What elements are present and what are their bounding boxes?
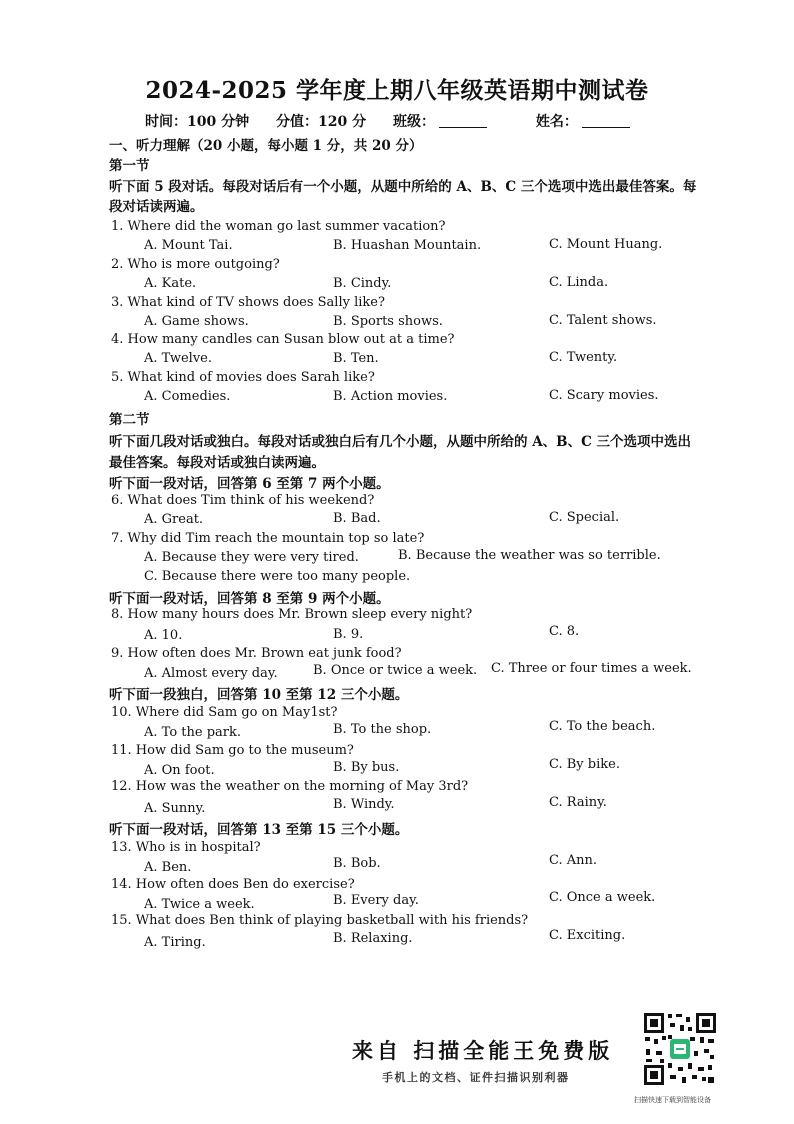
question-group-heading: 听下面一段对话，回答第 13 至第 15 三个小题。	[109, 822, 409, 838]
option-b: B. To the shop.	[333, 722, 432, 737]
name-blank	[582, 127, 630, 128]
option-a: A. Kate.	[144, 276, 197, 291]
question-text: 5. What kind of movies does Sarah like?	[111, 370, 375, 385]
question-text: 2. Who is more outgoing?	[111, 257, 280, 272]
option-b: B. Ten.	[333, 351, 379, 366]
scanner-slogan: 手机上的文档、证件扫描识别利器	[382, 1071, 570, 1084]
option-c: C. Mount Huang.	[549, 237, 663, 252]
option-b: B. Because the weather was so terrible.	[398, 548, 661, 563]
question-text: 15. What does Ben think of playing basketball with his friends?	[111, 913, 529, 928]
option-b: B. 9.	[333, 627, 364, 642]
option-c: C. Because there were too many people.	[144, 569, 411, 584]
option-b: B. Huashan Mountain.	[333, 238, 482, 253]
option-a: A. Twelve.	[144, 351, 213, 366]
question-text: 4. How many candles can Susan blow out at a time?	[111, 332, 455, 347]
question-text: 3. What kind of TV shows does Sally like?	[111, 295, 385, 310]
option-c: C. Linda.	[549, 275, 609, 290]
question-text: 9. How often does Mr. Brown eat junk food?	[111, 646, 402, 661]
question-group-heading: 听下面一段独白，回答第 10 至第 12 三个小题。	[109, 687, 409, 703]
option-c: C. To the beach.	[549, 719, 656, 734]
class-label: 班级：	[392, 114, 435, 130]
section-label: 第一节	[109, 158, 150, 174]
option-c: C. Rainy.	[549, 795, 607, 810]
option-a: A. Because they were very tired.	[144, 550, 359, 565]
time-info: 时间：100 分钟	[145, 114, 250, 130]
option-b: B. By bus.	[333, 760, 400, 775]
option-a: A. To the park.	[144, 725, 241, 740]
option-a: A. Ben.	[144, 860, 192, 875]
option-b: B. Every day.	[333, 893, 419, 908]
option-a: A. Tiring.	[144, 935, 206, 950]
question-text: 11. How did Sam go to the museum?	[111, 743, 354, 758]
scanner-brand: 来自 扫描全能王免费版	[352, 1038, 614, 1063]
score-info: 分值：120 分	[275, 114, 367, 130]
option-c: C. Ann.	[549, 853, 598, 868]
section-instruction: 段对话读两遍。	[109, 199, 204, 215]
question-text: 13. Who is in hospital?	[111, 840, 261, 855]
option-c: C. Twenty.	[549, 350, 618, 365]
option-c: C. Exciting.	[549, 928, 626, 943]
name-field	[536, 114, 652, 130]
question-text: 6. What does Tim think of his weekend?	[111, 493, 375, 508]
question-text: 12. How was the weather on the morning of May 3rd?	[111, 779, 469, 794]
question-text: 7. Why did Tim reach the mountain top so late?	[111, 531, 425, 546]
option-b: B. Windy.	[333, 797, 395, 812]
class-field	[393, 114, 509, 130]
option-a: A. Great.	[144, 512, 204, 527]
option-a: A. Game shows.	[144, 314, 249, 329]
question-group-heading: 听下面一段对话，回答第 6 至第 7 两个小题。	[109, 476, 390, 492]
option-b: B. Action movies.	[333, 389, 448, 404]
section-label: 第二节	[109, 412, 150, 428]
section-instruction: 听下面 5 段对话。每段对话后有一个小题，从题中所给的 A、B、C 三个选项中选出最佳答案。每	[109, 179, 697, 195]
option-a: A. Sunny.	[144, 801, 206, 816]
option-a: A. Mount Tai.	[144, 238, 233, 253]
page-title: 2024-2025 学年度上期八年级英语期中测试卷	[145, 77, 649, 104]
option-a: A. Almost every day.	[144, 666, 278, 681]
qr-code-icon	[642, 1011, 718, 1087]
option-b: B. Sports shows.	[333, 314, 443, 329]
option-c: C. Three or four times a week.	[491, 661, 692, 676]
qr-caption: 扫描快速下载到智能设备	[634, 1096, 711, 1104]
question-text: 8. How many hours does Mr. Brown sleep every night?	[111, 607, 473, 622]
option-c: C. Special.	[549, 510, 620, 525]
option-b: B. Cindy.	[333, 276, 392, 291]
option-b: B. Relaxing.	[333, 931, 413, 946]
section-instruction: 听下面几段对话或独白。每段对话或独白后有几个小题，从题中所给的 A、B、C 三个选项中选出	[109, 434, 692, 450]
option-c: C. Scary movies.	[549, 388, 659, 403]
option-a: A. On foot.	[144, 763, 215, 778]
option-c: C. 8.	[549, 624, 580, 639]
option-b: B. Bad.	[333, 511, 381, 526]
exam-meta	[145, 111, 674, 131]
part-heading: 一、听力理解（20 小题，每小题 1 分，共 20 分）	[109, 138, 423, 154]
option-a: A. Comedies.	[144, 389, 231, 404]
option-c: C. By bike.	[549, 757, 620, 772]
option-c: C. Once a week.	[549, 890, 656, 905]
class-blank	[439, 127, 487, 128]
question-text: 1. Where did the woman go last summer vacation?	[111, 219, 446, 234]
option-c: C. Talent shows.	[549, 313, 657, 328]
section-instruction: 最佳答案。每段对话或独白读两遍。	[109, 455, 325, 471]
option-b: B. Once or twice a week.	[313, 663, 478, 678]
question-group-heading: 听下面一段对话，回答第 8 至第 9 两个小题。	[109, 591, 390, 607]
name-label: 姓名：	[535, 114, 578, 130]
option-a: A. 10.	[144, 628, 183, 643]
question-text: 14. How often does Ben do exercise?	[111, 877, 355, 892]
option-b: B. Bob.	[333, 856, 381, 871]
option-a: A. Twice a week.	[144, 897, 255, 912]
question-text: 10. Where did Sam go on May1st?	[111, 705, 338, 720]
